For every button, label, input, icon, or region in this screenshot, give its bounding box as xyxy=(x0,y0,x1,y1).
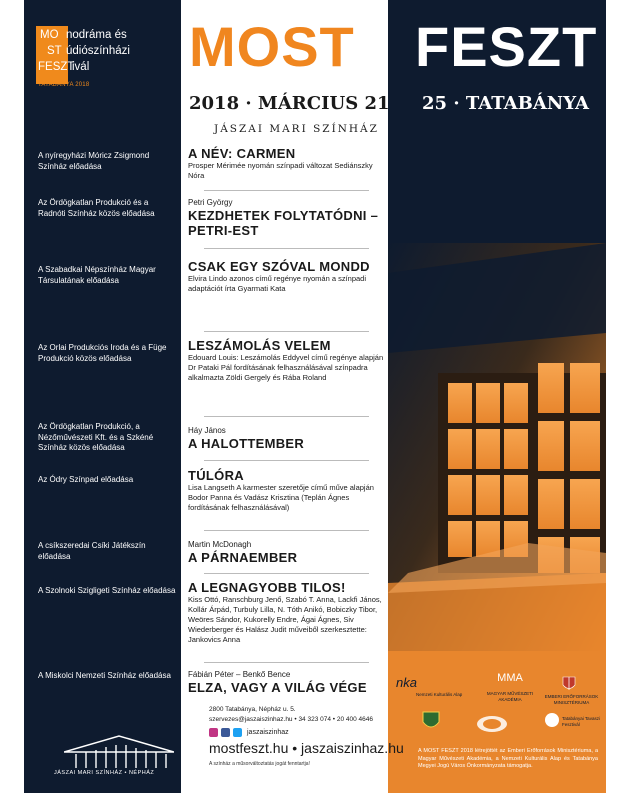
show-description: Prosper Mérimée nyomán színpadi változat Sediánszky Nóra xyxy=(188,161,373,180)
show-item xyxy=(188,468,384,513)
facebook-icon[interactable] xyxy=(221,728,230,737)
show-title: A LEGNAGYOBB TILOS! xyxy=(188,580,346,595)
show-organizer: A Miskolci Nemzeti Színház előadása xyxy=(38,671,171,680)
address: 2800 Tatabánya, Népház u. 5. xyxy=(209,706,296,713)
show-item xyxy=(188,146,384,181)
website-links[interactable]: mostfeszt.hu • jaszaiszinhaz.hu xyxy=(209,740,404,756)
festival-dates: 2018 · MÁRCIUS 21 xyxy=(189,93,390,114)
nka-caption: Nemzeti Kulturális Alap xyxy=(416,692,463,697)
title-most: MOST xyxy=(189,15,355,78)
emmi-caption: EMBERI ERŐFORRÁSOK MINISZTÉRIUMA xyxy=(544,694,599,705)
divider xyxy=(204,331,369,332)
show-item xyxy=(188,580,384,645)
mma-logo: MMA xyxy=(497,672,523,684)
divider xyxy=(204,662,369,663)
divider xyxy=(204,530,369,531)
theater-building-icon xyxy=(64,730,174,770)
show-item xyxy=(188,540,384,565)
social-handle[interactable]: jaszaiszinhaz xyxy=(247,729,289,736)
instagram-icon[interactable] xyxy=(209,728,218,737)
show-organizer: Az Orlai Produkciós Iroda és a Füge Produkció közös előadása xyxy=(38,343,167,363)
coat-of-arms-icon xyxy=(562,676,576,692)
nka-logo: nka xyxy=(396,675,417,690)
show-title: TÚLÓRA xyxy=(188,468,244,483)
show-item xyxy=(188,198,384,238)
logo-st: ST xyxy=(47,45,62,57)
show-author: Fábián Péter – Benkő Bence xyxy=(188,670,291,679)
email-phone: szervezes@jaszaiszinhaz.hu • 34 323 074 • 20 400 4646 xyxy=(209,716,374,723)
logo-line-2: údiószínházi xyxy=(66,45,130,57)
festival-sponsor-logo xyxy=(476,715,508,733)
title-feszt: FESZT xyxy=(415,15,598,78)
logo-mo: MO xyxy=(40,29,59,41)
twitter-icon[interactable] xyxy=(233,728,242,737)
show-title: CSAK EGY SZÓVAL MONDD xyxy=(188,259,370,274)
show-item xyxy=(188,338,384,383)
festival-location: 25 · TATABÁNYA xyxy=(422,93,589,114)
social-links xyxy=(209,728,289,737)
show-organizer: A Szolnoki Szigligeti Színház előadása xyxy=(38,586,176,595)
tatabanya-festival-icon xyxy=(544,712,560,728)
show-item xyxy=(188,426,384,451)
venue-logo-text: JÁSZAI MARI SZÍNHÁZ • NÉPHÁZ xyxy=(54,770,155,776)
show-description: Lisa Langseth A karmester szeretője című műve alapján Bodor Panna és Vadász Krisztina (Teplán Ágnes fordításának felhasználásával) xyxy=(188,483,374,512)
show-organizer: A nyíregyházi Móricz Zsigmond Színház előadása xyxy=(38,151,150,171)
venue-name: JÁSZAI MARI SZÍNHÁZ xyxy=(214,123,379,135)
mma-caption: MAGYAR MŰVÉSZETI AKADÉMIA xyxy=(486,691,534,702)
show-organizer: A csíkszeredai Csíki Játékszín előadása xyxy=(38,541,146,561)
show-organizer: A Szabadkai Népszínház Magyar Társulatának előadása xyxy=(38,265,156,285)
show-author: Petri György xyxy=(188,198,233,207)
divider xyxy=(204,190,369,191)
show-description: Kiss Ottó, Ranschburg Jenő, Szabó T. Anna, Lackfi János, Kollár Árpád, Turbuly Lilla, N. Tóth Anikó, Bobiczky Tibor, Weöres Sándor, Kukorelly Endre, Ágai Ágnes, Siv Wiederberger és Halász Judit műveiből szerkesztette: Jankovics Anna xyxy=(188,595,382,644)
show-author: Háy János xyxy=(188,426,226,435)
festival-logo xyxy=(36,26,176,88)
show-title: KEZDHETEK FOLYTATÓDNI – PETRI-EST xyxy=(188,208,379,238)
support-statement: A MOST FESZT 2018 létrejöttét az Emberi Erőforrások Minisztériuma, a Magyar Művészeti Akadémia, a Nemzeti Kulturális Alap és Tatabánya Megyei Jogú Város Önkormányzata támogatja. xyxy=(418,748,598,769)
show-title: A HALOTTEMBER xyxy=(188,436,305,451)
show-description: Edouard Louis: Leszámolás Eddyvel című regénye alapján Dr Pataki Pál fordításának felhasználásával színpadra alkalmazta Zöldi Gergely és Rába Roland xyxy=(188,353,384,382)
divider xyxy=(204,460,369,461)
divider xyxy=(204,248,369,249)
logo-subtitle: TATABÁNYA 2018 xyxy=(38,82,90,88)
show-organizer: Az Ördögkatlan Produkció, a Nézőművészeti Kft. és a Szkéné Színház közös előadása xyxy=(38,422,154,452)
divider xyxy=(204,573,369,574)
show-item xyxy=(188,670,384,695)
poster xyxy=(24,0,606,793)
show-organizer: Az Ódry Színpad előadása xyxy=(38,475,134,484)
logo-line-1: nodráma és xyxy=(66,29,127,41)
show-description: Elvira Lindo azonos című regénye nyomán a színpadi adaptációt írta Gyarmati Kata xyxy=(188,274,367,293)
city-crest-icon xyxy=(422,710,440,732)
logo-feszt: FESZT xyxy=(38,61,75,73)
show-title: LESZÁMOLÁS VELEM xyxy=(188,338,331,353)
show-organizer: Az Ördögkatlan Produkció és a Radnóti Színház közös előadása xyxy=(38,198,155,218)
divider xyxy=(204,416,369,417)
show-author: Martin McDonagh xyxy=(188,540,252,549)
disclaimer: A színház a műsorváltoztatás jogát fenntartja! xyxy=(209,761,310,767)
show-title: ELZA, VAGY A VILÁG VÉGE xyxy=(188,680,367,695)
festival-title xyxy=(189,16,599,78)
show-title: A PÁRNAEMBER xyxy=(188,550,298,565)
show-item xyxy=(188,259,384,294)
tatabanya-festival-caption: Tatabányai Tavaszi Fesztivál xyxy=(562,716,600,727)
logo-line-3: ivál xyxy=(72,61,90,73)
theater-photo xyxy=(388,243,606,651)
show-title: A NÉV: CARMEN xyxy=(188,146,296,161)
